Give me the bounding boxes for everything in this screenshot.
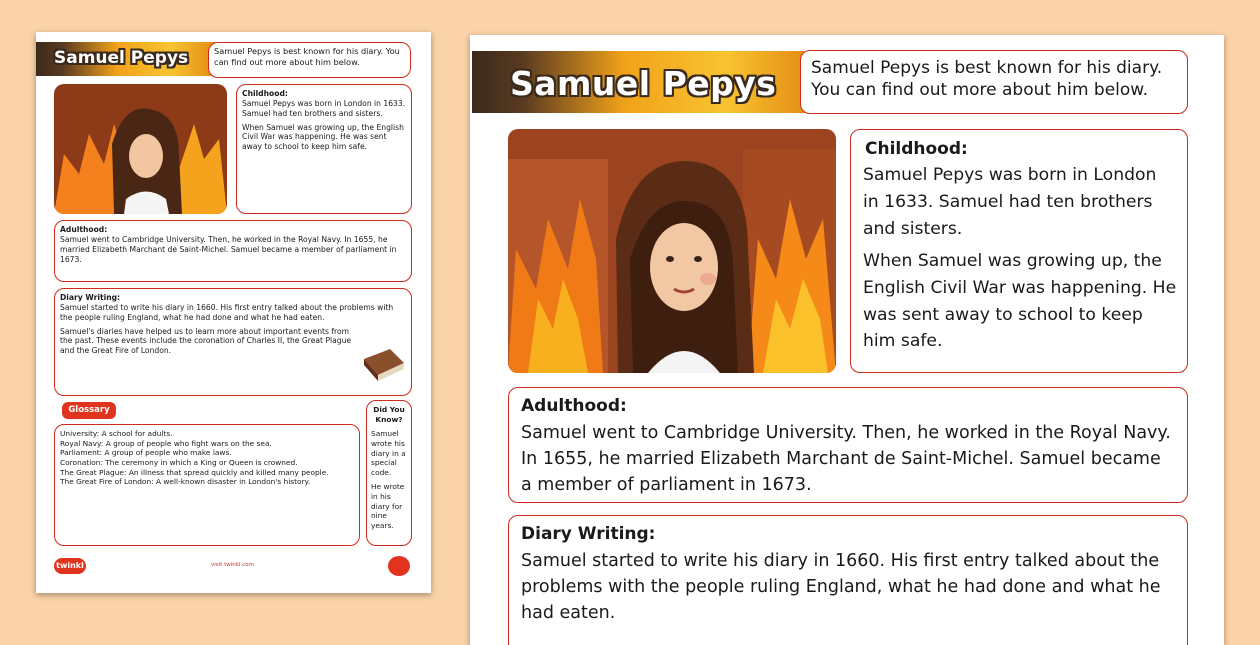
- glossary-item: University: A school for adults.: [60, 429, 173, 438]
- glossary-item: Coronation: The ceremony in which a King or Queen is crowned.: [60, 457, 298, 467]
- footer-url: visit twinkl.com: [211, 562, 254, 568]
- twinkl-logo: twinkl: [54, 558, 86, 574]
- childhood-heading: Childhood:: [865, 139, 968, 159]
- thumbnail-childhood-p2: When Samuel was growing up, the English Civil War was happening. He was sent away to school to keep him safe.: [242, 122, 404, 152]
- did-you-know-p1: Samuel wrote his diary in a special code.: [371, 429, 406, 477]
- glossary-item: Parliament: A group of people who make laws.: [60, 448, 232, 458]
- thumbnail-intro-text: Samuel Pepys is best known for his diary. You can find out more about him below.: [214, 46, 400, 67]
- glossary-item: Royal Navy: A group of people who fight wars on the sea.: [60, 438, 272, 448]
- did-you-know-p2: He wrote in his diary for nine years.: [371, 482, 405, 530]
- thumbnail-portrait-image: [54, 84, 227, 214]
- intro-line-2: You can find out more about him below.: [811, 80, 1149, 101]
- diary-heading: Diary Writing:: [521, 524, 656, 544]
- thumbnail-title: Samuel Pepys: [54, 48, 189, 68]
- thumbnail-page[interactable]: [36, 32, 431, 593]
- thumbnail-title-banner: [36, 42, 216, 76]
- childhood-p1: Samuel Pepys was born in London in 1633. Samuel had ten brothers and sisters.: [863, 165, 1157, 239]
- thumbnail-adulthood-box: [54, 220, 412, 282]
- thumbnail-adulthood-p1: Samuel went to Cambridge University. Then, he worked in the Royal Navy. In 1655, he married Elizabeth Marchant de Saint-Michel. Samuel became a member of parliament in 1673.: [60, 234, 397, 264]
- thumbnail-diary-p2: Samuel's diaries have helped us to learn more about important events from the past. These events include the coronation of Charles II, the Great Plague and the Great Fire of London.: [60, 326, 352, 356]
- twinkl-badge-logo: [388, 556, 410, 576]
- did-you-know-heading: Did You Know?: [373, 405, 405, 424]
- thumbnail-intro-box: [208, 42, 411, 78]
- glossary-item: The Great Plague: An illness that spread quickly and killed many people.: [60, 467, 329, 477]
- childhood-box: [850, 129, 1188, 373]
- thumbnail-adulthood-heading: Adulthood:: [60, 225, 108, 234]
- thumbnail-childhood-heading: Childhood:: [242, 89, 288, 98]
- diary-box: [508, 515, 1188, 645]
- childhood-p2: When Samuel was growing up, the English Civil War was happening. He was sent away to school to keep him safe.: [863, 251, 1177, 352]
- thumbnail-glossary-tab: Glossary: [62, 402, 116, 419]
- thumbnail-childhood-p1: Samuel Pepys was born in London in 1633. Samuel had ten brothers and sisters.: [242, 98, 406, 118]
- title-banner: [472, 51, 812, 113]
- diary-p1: Samuel started to write his diary in 1660. His first entry talked about the problems with the people ruling England, what he had done and what he had eaten.: [521, 550, 1161, 623]
- diary-book-icon: [360, 345, 406, 385]
- intro-box: [800, 50, 1188, 114]
- glossary-item: The Great Fire of London: A well-known disaster in London's history.: [60, 477, 311, 487]
- portrait-image: [508, 129, 836, 373]
- zoomed-page: [470, 35, 1224, 645]
- thumbnail-diary-p1: Samuel started to write his diary in 1660. His first entry talked about the problems with the people ruling England, what he had done and what he had eaten.: [60, 302, 394, 322]
- adulthood-box: [508, 387, 1188, 503]
- page-title: Samuel Pepys: [510, 64, 777, 103]
- intro-line-1: Samuel Pepys is best known for his diary.: [811, 58, 1163, 78]
- thumbnail-diary-box: [54, 288, 412, 396]
- adulthood-heading: Adulthood:: [521, 396, 627, 416]
- thumbnail-glossary-box: [54, 424, 360, 546]
- adulthood-p1: Samuel went to Cambridge University. Then, he worked in the Royal Navy. In 1655, he married Elizabeth Marchant de Saint-Michel. Samuel became a member of parliament in 1673.: [521, 422, 1171, 495]
- thumbnail-diary-heading: Diary Writing:: [60, 293, 121, 302]
- thumbnail-childhood-box: [236, 84, 412, 214]
- thumbnail-did-you-know-box: [366, 400, 412, 546]
